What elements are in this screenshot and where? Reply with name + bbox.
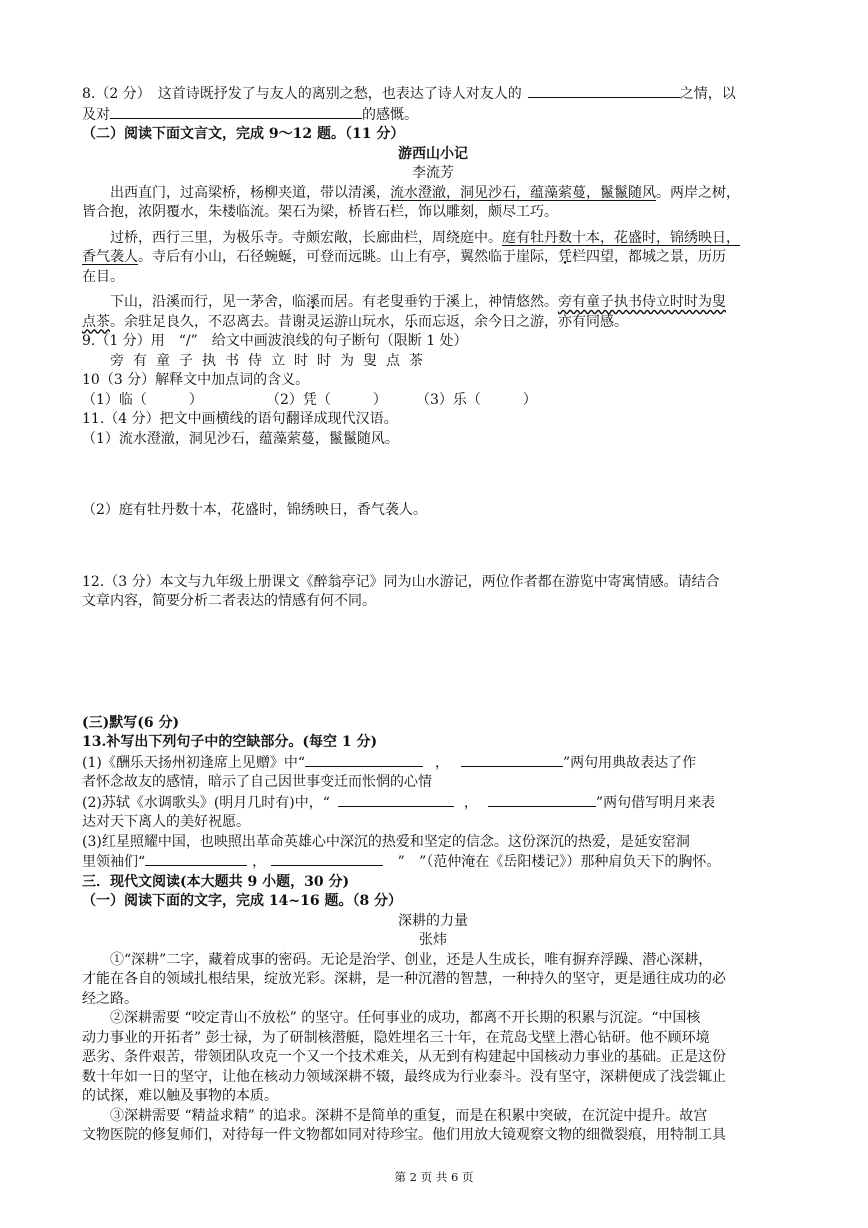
passage-paragraph-2-cont: 香气袭人。寺后有小山，石径蜿蜒，可登而远眺。山上有亭，翼然临于崖际，凭栏四望，都城之景，历历: [82, 249, 726, 265]
essay-title: 深耕的力量: [398, 912, 468, 929]
answer-blank[interactable]: [461, 753, 563, 767]
answer-space[interactable]: [82, 449, 784, 501]
essay-author: 张炜: [419, 932, 447, 948]
answer-blank[interactable]: [271, 852, 383, 866]
question-13-item-3-cont: 里领袖们“ ， ” ”（范仲淹在《岳阳楼记》）那种肩负天下的胸怀。: [82, 854, 721, 870]
page-number: 第 2 页 共 6 页: [394, 1170, 474, 1184]
question-9: 9.（1 分）用 “/” 给文中画波浪线的句子断句（限断 1 处）: [82, 333, 468, 349]
question-13-heading: 13.补写出下列句子中的空缺部分。(每空 1 分): [82, 734, 378, 750]
question-9-sentence: 旁有童子执书侍立时时为叟点茶: [110, 352, 432, 369]
passage-author: 李流芳: [412, 165, 454, 181]
module-1-heading: （一）阅读下面的文字，完成 14~16 题。（8 分）: [82, 893, 403, 909]
answer-blank[interactable]: [488, 793, 596, 807]
answer-blank[interactable]: [110, 105, 362, 119]
exam-page: [82, 84, 784, 1146]
passage-paragraph-2: 过桥，西行三里，为极乐寺。寺颇宏敞，长廊曲栏，周绕庭中。庭有牡丹数十本，花盛时，锦绣映日，: [110, 229, 740, 246]
question-13-item-1-cont: 者怀念故友的感情，暗示了自己因世事变迁而怅惘的心情: [82, 774, 432, 790]
question-11-sentence-2: （2）庭有牡丹数十本，花盛时，锦绣映日，香气袭人。: [82, 502, 427, 518]
answer-space[interactable]: [82, 612, 784, 714]
passage-paragraph-1-cont: 皆合抱，浓阴覆水，朱楼临流。架石为梁，桥皆石栏，饰以雕刻，颇尽工巧。: [82, 204, 558, 220]
question-11-sentence-1: （1）流水澄澈，洞见沙石，蕴藻萦蔓，鬣鬣随风。: [82, 430, 399, 447]
question-8-line-2: 及对 的感慨。: [82, 106, 418, 123]
question-13-item-2: (2)苏轼《水调歌头》(明月几时有)中，“ ， ”两句借写明月来表: [82, 794, 716, 811]
essay-paragraph-3: ③深耕需要 “精益求精” 的追求。深耕不是简单的重复，而是在积累中突破，在沉淀中提升。故宫 文物医院的修复师们，对待每一件文物都如同对待珍宝。他们用放大镜观察文物的细微裂痕，用特制工具: [82, 1107, 726, 1143]
passage-paragraph-1: 出西直门，过高梁桥，杨柳夹道，带以清溪，流水澄澈，洞见沙石，蕴藻萦蔓，鬣鬣随风。两岸之树，: [110, 184, 740, 201]
section-3-heading: (三)默写(6 分): [82, 714, 180, 731]
passage-title: 游西山小记: [398, 145, 468, 162]
passage-paragraph-3: 下山，沿溪而行，见一茅舍，临溪而居。有老叟垂钓于溪上，神情悠然。旁有童子执书侍立时时为叟: [110, 294, 726, 310]
answer-blank[interactable]: [528, 84, 680, 98]
question-12-line-2: 文章内容，简要分析二者表达的情感有何不同。: [82, 593, 376, 609]
question-12-line-1: 12.（3 分）本文与九年级上册课文《醉翁亭记》同为山水游记，两位作者都在游览中寄寓情感。请结合: [82, 573, 720, 590]
part-3-heading: 三．现代文阅读(本大题共 9 小题，30 分): [82, 873, 350, 890]
section-2-heading: （二）阅读下面文言文，完成 9～12 题。（11 分）: [82, 126, 405, 142]
question-8-line-1: 8.（2 分） 这首诗既抒发了与友人的离别之愁，也表达了诗人对友人的 之情，以: [82, 86, 736, 102]
question-11: 11.（4 分）把文中画横线的语句翻译成现代汉语。: [82, 411, 398, 427]
essay-paragraph-1: ①“深耕”二字，藏着成事的密码。无论是治学、创业，还是人生成长，唯有摒弃浮躁、潜心深耕， 才能在各自的领域扎根结果，绽放光彩。深耕，是一种沉潜的智慧，一种持久的坚守，更是通往成功的必 经之路。: [82, 951, 726, 1007]
passage-paragraph-3-cont: 点茶。余驻足良久，不忍离去。昔谢灵运游山玩水，乐而忘返，余今日之游，亦有同感。: [82, 313, 628, 330]
answer-blank[interactable]: [145, 852, 247, 866]
question-13-item-3: (3)红星照耀中国，也映照出革命英雄心中深沉的热爱和坚定的信念。这份深沉的热爱，是延安窑洞: [82, 833, 690, 850]
answer-space[interactable]: [82, 521, 784, 573]
question-13-item-2-cont: 达对天下离人的美好祝愿。: [82, 814, 250, 830]
passage-paragraph-2-end: 在目。: [82, 268, 124, 285]
question-10: 10（3 分）解释文中加点词的含义。: [82, 372, 310, 388]
question-13-item-1: (1)《酬乐天扬州初逢席上见赠》中“ ， ”两句用典故表达了作: [82, 754, 697, 771]
essay-paragraph-2: ②深耕需要 “咬定青山不放松” 的坚守。任何事业的成功，都离不开长期的积累与沉淀。“中国核 动力事业的开拓者” 彭士禄，为了研制核潜艇，隐姓埋名三十年，在荒岛戈壁上潜心钻研。他不顾环境 恶劣、条件艰苦，带领团队攻克一个又一个技术难关，从无到有构建起中国核动力事业的基础。正是这份 数十年如一日的坚守，让他在核动力领域深耕不辍，最终成为行业泰斗。没有坚守，深耕便成了浅尝辄止 的试探，难以触及事物的本质。: [82, 1010, 726, 1104]
answer-blank[interactable]: [305, 753, 423, 767]
question-10-items: （1）临（ ） （2）凭（ ） （3）乐（ ）: [82, 391, 537, 408]
answer-blank[interactable]: [338, 793, 454, 807]
